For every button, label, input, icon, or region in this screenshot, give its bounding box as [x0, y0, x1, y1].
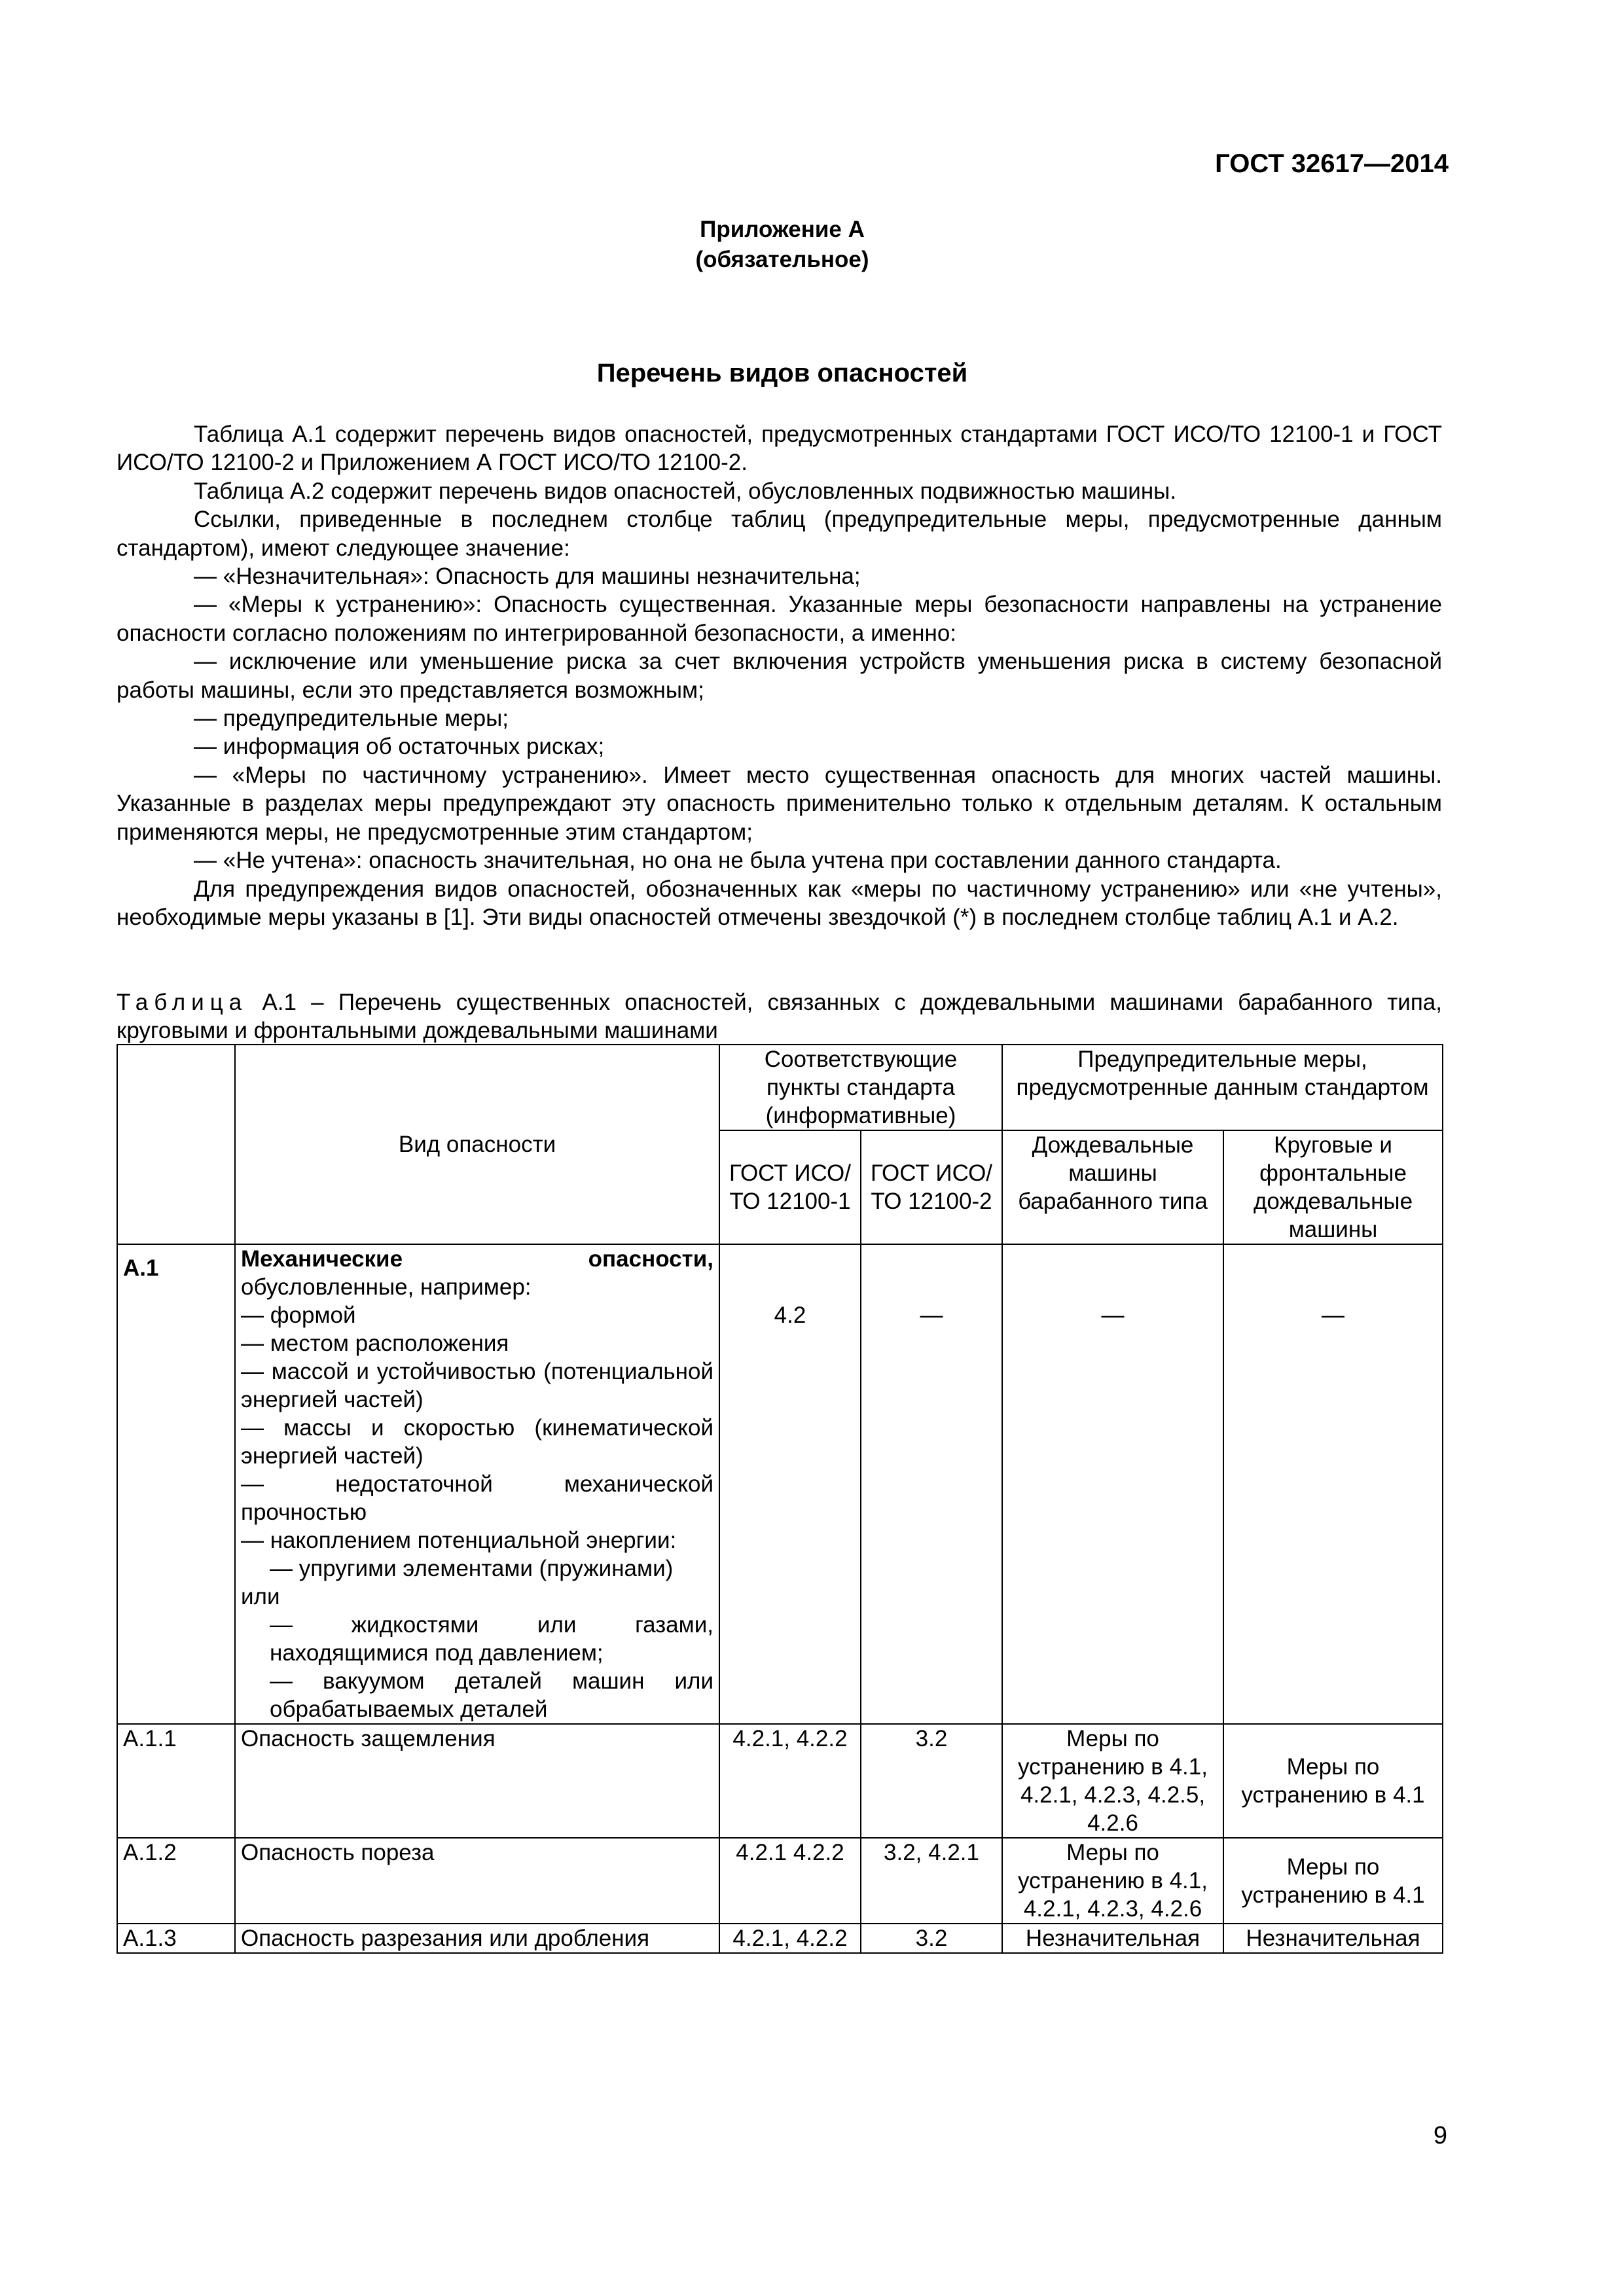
page-number: 9 [1433, 2122, 1447, 2149]
a1-connector: или [241, 1584, 280, 1609]
table-row [117, 1924, 1443, 1953]
annex-title: Приложение А [700, 217, 865, 242]
row-code: А.1.1 [117, 1724, 235, 1838]
a1-sub-item: — упругими элементами (пружинами) [270, 1556, 674, 1581]
row-hazard [235, 1244, 719, 1724]
row-iso-1: 4.2.1, 4.2.2 [719, 1924, 861, 1953]
row-iso-2: 3.2 [861, 1724, 1002, 1838]
a1-item: — местом расположения [241, 1331, 509, 1356]
table-caption-label: Таблица [117, 990, 248, 1015]
hazards-table [117, 1044, 1443, 1954]
table-row [117, 1724, 1443, 1838]
intro-paragraph: — «Меры по частичному устранению». Имеет место существенная опасность для многих частей машины. Указанные в разделах меры предупреждают эту опасность применительно только к отдельным деталям. К остальным применяются меры, не предусмотренные этим стандартом; [117, 762, 1442, 845]
intro-paragraph: Для предупреждения видов опасностей, обозначенных как «меры по частичному устранению» или «не учтены», необходимые меры указаны в [1]. Эти виды опасностей отмечены звездочкой (*) в последнем столбце таблиц А.1 и А.2. [117, 876, 1442, 930]
intro-paragraph: — исключение или уменьшение риска за счет включения устройств уменьшения риска в систему безопасной работы машины, если это представляется возможным; [117, 649, 1442, 703]
a1-item: — массой и устойчивостью (потенциальной энергией частей) [241, 1359, 713, 1412]
table-row [117, 1838, 1443, 1924]
row-hazard: Опасность пореза [235, 1838, 719, 1924]
standard-number: ГОСТ 32617—2014 [1215, 149, 1449, 178]
table-header-row [117, 1045, 1443, 1130]
a1-item: — формой [241, 1302, 356, 1328]
row-iso-1: 4.2.1, 4.2.2 [719, 1724, 861, 1838]
header-hazard-type: Вид опасности [235, 1045, 719, 1244]
row-drum: Меры по устранению в 4.1, 4.2.1, 4.2.3, 4.2.5, 4.2.6 [1002, 1724, 1223, 1838]
a1-sub-item: — жидкостями или газами, находящимися под давлением; [270, 1612, 713, 1666]
intro-paragraph: — предупредительные меры; [194, 706, 509, 732]
row-iso-1: 4.2 [719, 1244, 861, 1724]
row-drum: — [1002, 1244, 1223, 1724]
row-circular: Меры по устранению в 4.1 [1223, 1724, 1443, 1838]
row-hazard: Опасность защемления [235, 1724, 719, 1838]
annex-heading [0, 215, 1564, 275]
a1-title: Механические опасности, обусловленные, например: [241, 1246, 713, 1300]
a1-item: — недостаточной механической прочностью [241, 1471, 713, 1525]
header-circular-machines: Круговые и фронтальные дождевальные машины [1223, 1130, 1443, 1244]
row-iso-1: 4.2.1 4.2.2 [719, 1838, 861, 1924]
header-clauses-group: Соответствующие пункты стандарта (информативные) [719, 1045, 1002, 1130]
row-hazard: Опасность разрезания или дробления [235, 1924, 719, 1953]
row-code: А.1 [117, 1244, 235, 1724]
header-measures-group: Предупредительные меры, предусмотренные данным стандартом [1002, 1045, 1443, 1130]
intro-text [117, 420, 1442, 931]
intro-paragraph: Ссылки, приведенные в последнем столбце таблиц (предупредительные меры, предусмотренные данным стандартом), имеют следующее значение: [117, 507, 1442, 561]
row-circular: — [1223, 1244, 1443, 1724]
section-title: Перечень видов опасностей [596, 359, 968, 387]
table-caption [117, 988, 1442, 1045]
row-iso-2: 3.2, 4.2.1 [861, 1838, 1002, 1924]
annex-status: (обязательное) [695, 247, 869, 272]
header-iso-2: ГОСТ ИСО/ТО 12100-2 [861, 1130, 1002, 1244]
intro-paragraph: — «Меры к устранению»: Опасность существенная. Указанные меры безопасности направлены на устранение опасности согласно положениям по интегрированной безопасности, а именно: [117, 592, 1442, 646]
intro-paragraph: — информация об остаточных рисках; [194, 734, 605, 760]
header-code [117, 1045, 235, 1244]
row-iso-2: 3.2 [861, 1924, 1002, 1953]
row-iso-2: — [861, 1244, 1002, 1724]
intro-paragraph: — «Незначительная»: Опасность для машины незначительна; [194, 564, 861, 590]
row-circular: Меры по устранению в 4.1 [1223, 1838, 1443, 1924]
table-caption-text: А.1 – Перечень существенных опасностей, связанных с дождевальными машинами барабанного типа, круговыми и фронтальными дождевальными машинами [117, 990, 1442, 1043]
header-drum-machines: Дождевальные машины барабанного типа [1002, 1130, 1223, 1244]
row-drum: Незначительная [1002, 1924, 1223, 1953]
table-row [117, 1244, 1443, 1724]
intro-paragraph: Таблица А.1 содержит перечень видов опасностей, предусмотренных стандартами ГОСТ ИСО/ТО 12100-1 и ГОСТ ИСО/ТО 12100-2 и Приложением А ГОСТ ИСО/ТО 12100-2. [117, 422, 1442, 476]
intro-paragraph: Таблица А.2 содержит перечень видов опасностей, обусловленных подвижностью машины. [194, 478, 1177, 504]
row-drum: Меры по устранению в 4.1, 4.2.1, 4.2.3, 4.2.6 [1002, 1838, 1223, 1924]
row-code: А.1.3 [117, 1924, 235, 1953]
a1-item: — накоплением потенциальной энергии: [241, 1528, 677, 1553]
header-iso-1: ГОСТ ИСО/ТО 12100-1 [719, 1130, 861, 1244]
a1-sub-item: — вакуумом деталей машин или обрабатываемых деталей [270, 1668, 713, 1722]
a1-item: — массы и скоростью (кинематической энергией частей) [241, 1415, 713, 1469]
row-circular: Незначительная [1223, 1924, 1443, 1953]
intro-paragraph: — «Не учтена»: опасность значительная, но она не была учтена при составлении данного стандарта. [194, 848, 1282, 874]
row-code: А.1.2 [117, 1838, 235, 1924]
